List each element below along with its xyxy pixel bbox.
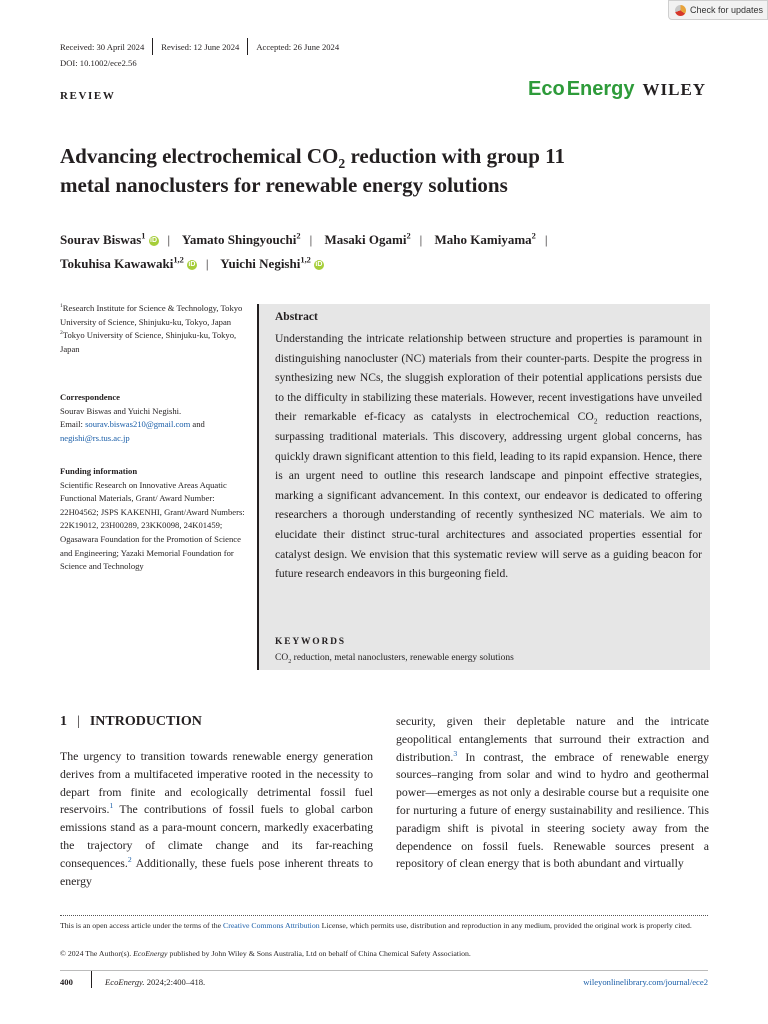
article-title	[60, 142, 720, 200]
divider	[91, 971, 92, 988]
author[interactable]: Tokuhisa Kawawaki$^{1,2}$	[60, 254, 184, 271]
body-column-left	[60, 748, 373, 890]
check-for-updates-label: Check for updates	[690, 5, 764, 15]
logo-energy: Energy	[566, 78, 635, 100]
email-link[interactable]: sourav.biswas210@gmail.com	[85, 419, 191, 430]
author-list: Sourav Biswas$^1$ iD | Yamato Shingyouchi$^2$ | Masaki Ogami$^2$ | Maho Kamiyama$^2$ | Tokuhisa Kawawaki$^{1,2}$ iD | Yuichi Negishi$^{1,2}$ iD	[60, 230, 548, 271]
author[interactable]: Yuichi Negishi$^{1,2}$	[220, 254, 311, 271]
abstract-heading: Abstract	[275, 311, 318, 323]
body-column-right	[396, 713, 709, 873]
abstract-box	[257, 304, 710, 670]
correspondence-names: Sourav Biswas and Yuichi Negishi.	[60, 405, 182, 416]
logo-eco: Eco	[528, 78, 565, 100]
revised-date: Revised: 12 June 2024	[161, 41, 240, 52]
funding-text: Scientific Research on Innovative Areas Aquatic Functional Materials, Grant/ Award Number: 22H04562; JSPS KAKENHI, Grant/Award Numbers: 22K19012, 23H00289, 23KK0098, 24K01459; Ogasawara Foundation for the Promotion of Science and Engineering; Yazaki Memorial Foundation for Science and Technology	[60, 479, 245, 572]
license-note: This is an open access article under the terms of the Creative Commons Attribution License, which permits use, distribution and reproduction in any medium, provided the original work is properly cited.	[60, 921, 692, 930]
affiliation-2: $^2$Tokyo University of Science, Shinjuku-ku, Tokyo, Japan	[60, 330, 237, 354]
article-type: REVIEW	[60, 90, 116, 102]
title-line-2: metal nanoclusters for renewable energy solutions	[60, 173, 508, 197]
page-number: 400	[60, 977, 73, 987]
keywords-heading: KEYWORDS	[275, 637, 346, 647]
crossmark-icon	[675, 5, 686, 16]
funding-heading: Funding information	[60, 466, 138, 476]
reference-link[interactable]: 3	[453, 748, 458, 758]
affiliations	[60, 302, 245, 356]
license-link[interactable]: Creative Commons Attribution	[223, 921, 320, 930]
footnote-divider	[60, 915, 708, 916]
title-part: Advancing electrochemical CO	[60, 144, 339, 168]
section-number: 1	[60, 714, 67, 729]
doi[interactable]: DOI: 10.1002/ece2.56	[60, 58, 137, 68]
author[interactable]: Yamato Shingyouchi$^2$	[181, 230, 301, 247]
author[interactable]: Sourav Biswas$^1$	[60, 230, 146, 247]
page-footer	[60, 977, 708, 987]
author[interactable]: Maho Kamiyama$^2$	[434, 230, 536, 247]
orcid-icon[interactable]: iD	[315, 261, 323, 269]
journal-citation: EcoEnergy. 2024;2:400–418.	[105, 977, 206, 987]
keywords: $CO_2$ reduction, metal nanoclusters, renewable energy solutions	[275, 653, 514, 665]
received-date: Received: 30 April 2024	[60, 41, 145, 52]
title-subscript: 2	[338, 156, 346, 172]
title-part: reduction with group 11	[345, 144, 565, 168]
section-heading: 1 | INTRODUCTION	[60, 714, 202, 729]
correspondence-emails: Email: sourav.biswas210@gmail.com and negishi@rs.tus.ac.jp	[60, 419, 205, 443]
author[interactable]: Masaki Ogami$^2$	[324, 230, 411, 247]
paragraph: The urgency to transition towards renewable energy generation derives from a multifaceted imperative rooted in the necessity to depart from finite and ecologically detrimental fossil fuel reservoirs.$^1$ The contributions of fossil fuels to global carbon emissions stand as a para-mount concern, markedly exacerbating the trajectory of climate change and its far-reaching consequences.$^2$ Additionally, these fuels pose inherent threats to energy	[60, 749, 373, 888]
journal-logo	[528, 78, 706, 101]
copyright-note: © 2024 The Author(s). EcoEnergy published by John Wiley & Sons Australia, Ltd on behalf of China Chemical Safety Association.	[60, 949, 471, 958]
abstract-text: Understanding the intricate relationship between structure and properties is paramount in distinguishing nanocluster (NC) materials from their counter-parts. Despite the progress in synthesizing new NCs, the sluggish exploration of their potential applications persists due to the difficulty in stabilizing these materials. However, recent investigations have unveiled their remarkable ef-ficacy as catalysts in electrochemical $CO_2$ reduction reactions, surpassing traditional materials. This discovery, addressing urgent global concerns, has quickly drawn significant attention to this field, leading to its rapid expansion. Hence, there is an urgent need to outline this research landscape and pinpoint effective strategies, marking a significant advancement. In this context, our endeavor is dedicated to offering researchers a thorough understanding of recently synthesized NC materials. We aim to elucidate their distinct struc-tural architectures and associated properties essential for catalyst design. We envision that this systematic review will serve as a guiding beacon for future research endeavors in this burgeoning field.	[275, 332, 703, 581]
paragraph: security, given their depletable nature and the intricate geopolitical entanglements that surround their extraction and distribution.$^3$ In contrast, the embrace of renewable energy sources–ranging from solar and wind to hydro and geothermal power—emerges as not only a desirable course but a requisite one for nurturing a future of energy sustainability and resilience. This paradigm shift is pivotal in steering society away from the dependence on fossil fuels. Renewable sources present a repository of clean energy that is both abundant and virtually	[396, 714, 709, 871]
journal-url-link[interactable]: wileyonlinelibrary.com/journal/ece2	[583, 977, 708, 987]
orcid-icon[interactable]: iD	[150, 237, 157, 245]
email-link[interactable]: negishi@rs.tus.ac.jp	[60, 432, 130, 443]
correspondence-heading: Correspondence	[60, 392, 120, 402]
section-title: INTRODUCTION	[89, 714, 202, 729]
funding-information	[60, 465, 245, 574]
article-history	[60, 38, 347, 55]
check-for-updates-button[interactable]	[668, 0, 768, 20]
reference-link[interactable]: 2	[127, 854, 132, 864]
reference-link[interactable]: 1	[109, 801, 114, 811]
affiliation-1: $^1$Research Institute for Science & Technology, Tokyo University of Science, Shinjuku-ku, Tokyo, Japan	[60, 303, 243, 327]
publisher-logo: WILEY	[642, 79, 707, 99]
orcid-icon[interactable]: iD	[188, 261, 196, 269]
correspondence	[60, 391, 245, 445]
accepted-date: Accepted: 26 June 2024	[256, 41, 340, 52]
footer-divider	[60, 970, 708, 971]
